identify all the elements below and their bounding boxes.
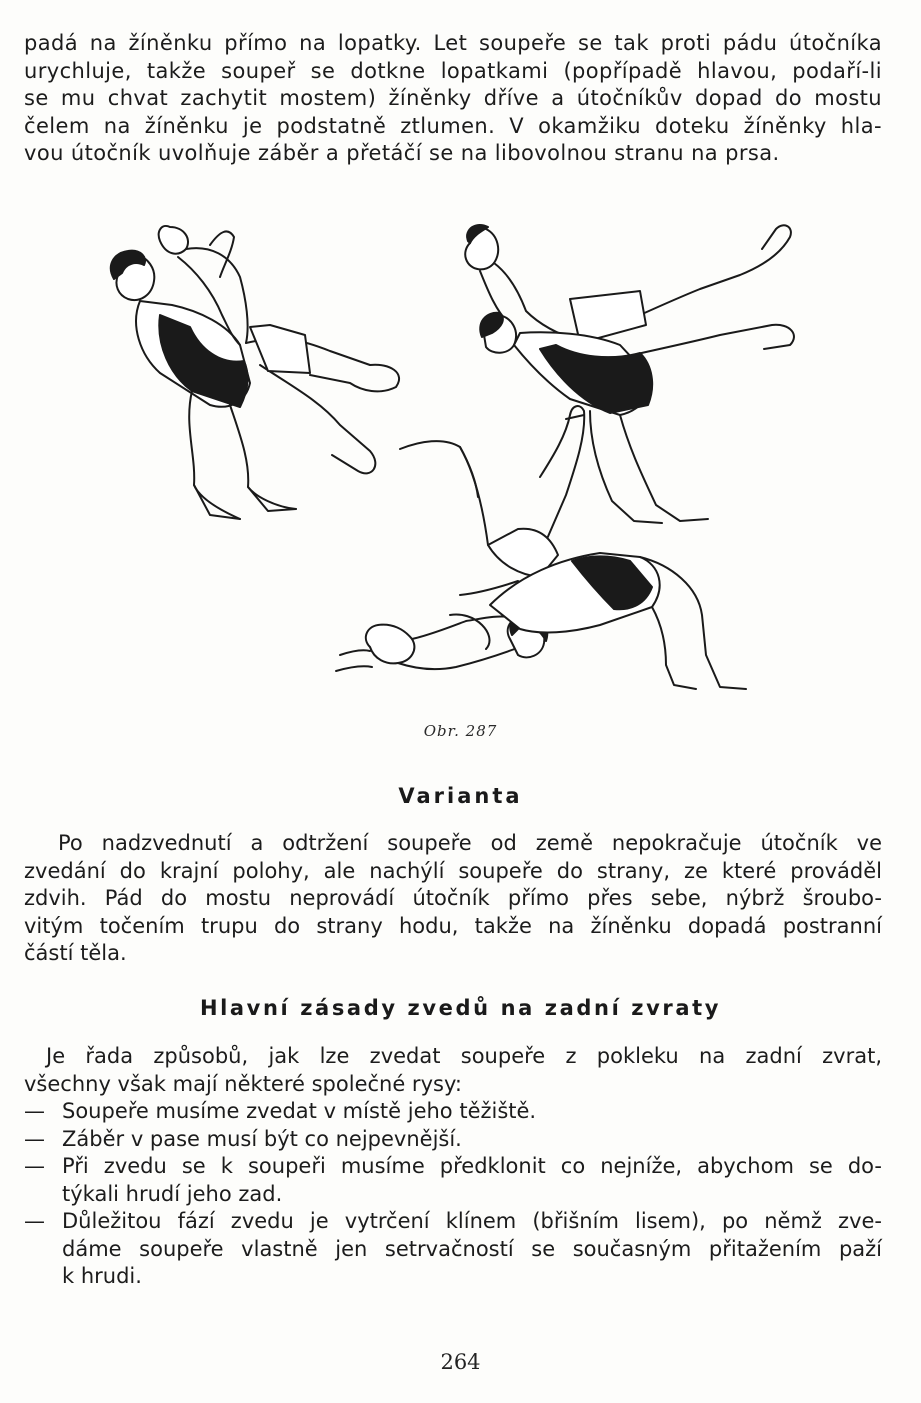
- wrestler-pair-bridge: [336, 406, 746, 689]
- list-dash: —: [24, 1126, 45, 1151]
- text-line: k hrudi.: [62, 1264, 142, 1288]
- text-line: Po nadzvednutí a odtržení soupeře od země nepokračuje útočník ve: [58, 831, 882, 855]
- list-dash: —: [24, 1209, 45, 1233]
- text-line: dáme soupeře vlastně jen setrvačností se současným přitažením paží: [62, 1236, 882, 1261]
- wrestler-pair-throwing: [465, 225, 794, 523]
- top-paragraph: [24, 30, 882, 168]
- list-item: [24, 1208, 882, 1291]
- text-line: Soupeře musíme zvedat v místě jeho těžiště.: [62, 1099, 537, 1123]
- list-dash: —: [24, 1099, 45, 1123]
- text-line: se mu chvat zachytit mostem) žíněnky dříve a útočníkův dopad do mostu: [24, 86, 882, 110]
- list-item: [24, 1126, 882, 1154]
- section-heading: Hlavní zásady zvedů na zadní zvraty: [199, 996, 722, 1020]
- text-line: vitým točením trupu do strany hodu, takže na žíněnku dopadá postranní: [24, 913, 882, 938]
- text-line: částí těla.: [24, 941, 127, 965]
- wrestling-illustration: [100, 215, 900, 715]
- text-line: vou útočník uvolňuje záběr a přetáčí se na libovolnou stranu na prsa.: [24, 141, 780, 165]
- list-item: [24, 1098, 882, 1126]
- text-line: zvedání do krajní polohy, ale nachýlí soupeře do strany, ze které prováděl: [24, 858, 882, 883]
- text-line: urychluje, takže soupeř se dotkne lopatkami (popřípadě hlavou, podaří-li: [24, 58, 882, 83]
- section-heading: Varianta: [398, 784, 523, 808]
- text-line: zdvih. Pád do mostu neprovádí útočník přímo přes sebe, nýbrž šroubo-: [24, 886, 882, 910]
- list-item: [24, 1153, 882, 1208]
- wrestler-pair-lifting: [111, 226, 399, 519]
- text-line: Důležitou fází zvedu je vytrčení klínem (břišním lisem), po němž zve-: [62, 1209, 882, 1233]
- text-line: Je řada způsobů, jak lze zvedat soupeře z pokleku na zadní zvrat,: [46, 1044, 882, 1068]
- figure-caption: Obr. 287: [423, 722, 498, 740]
- text-line: Záběr v pase musí být co nejpevnější.: [62, 1126, 462, 1151]
- text-line: Při zvedu se k soupeři musíme předklonit co nejníže, abychom se do-: [62, 1154, 882, 1178]
- text-line: padá na žíněnku přímo na lopatky. Let soupeře se tak proti pádu útočníka: [24, 31, 882, 55]
- zasady-intro-paragraph: [24, 1043, 882, 1098]
- text-line: týkali hrudí jeho zad.: [62, 1181, 283, 1206]
- list-dash: —: [24, 1154, 45, 1178]
- varianta-paragraph: [24, 830, 882, 968]
- principles-list: [24, 1098, 882, 1291]
- text-line: čelem na žíněnku je podstatně ztlumen. V okamžiku doteku žíněnky hla-: [24, 113, 882, 138]
- page-number: 264: [440, 1350, 481, 1374]
- text-line: všechny však mají některé společné rysy:: [24, 1071, 462, 1096]
